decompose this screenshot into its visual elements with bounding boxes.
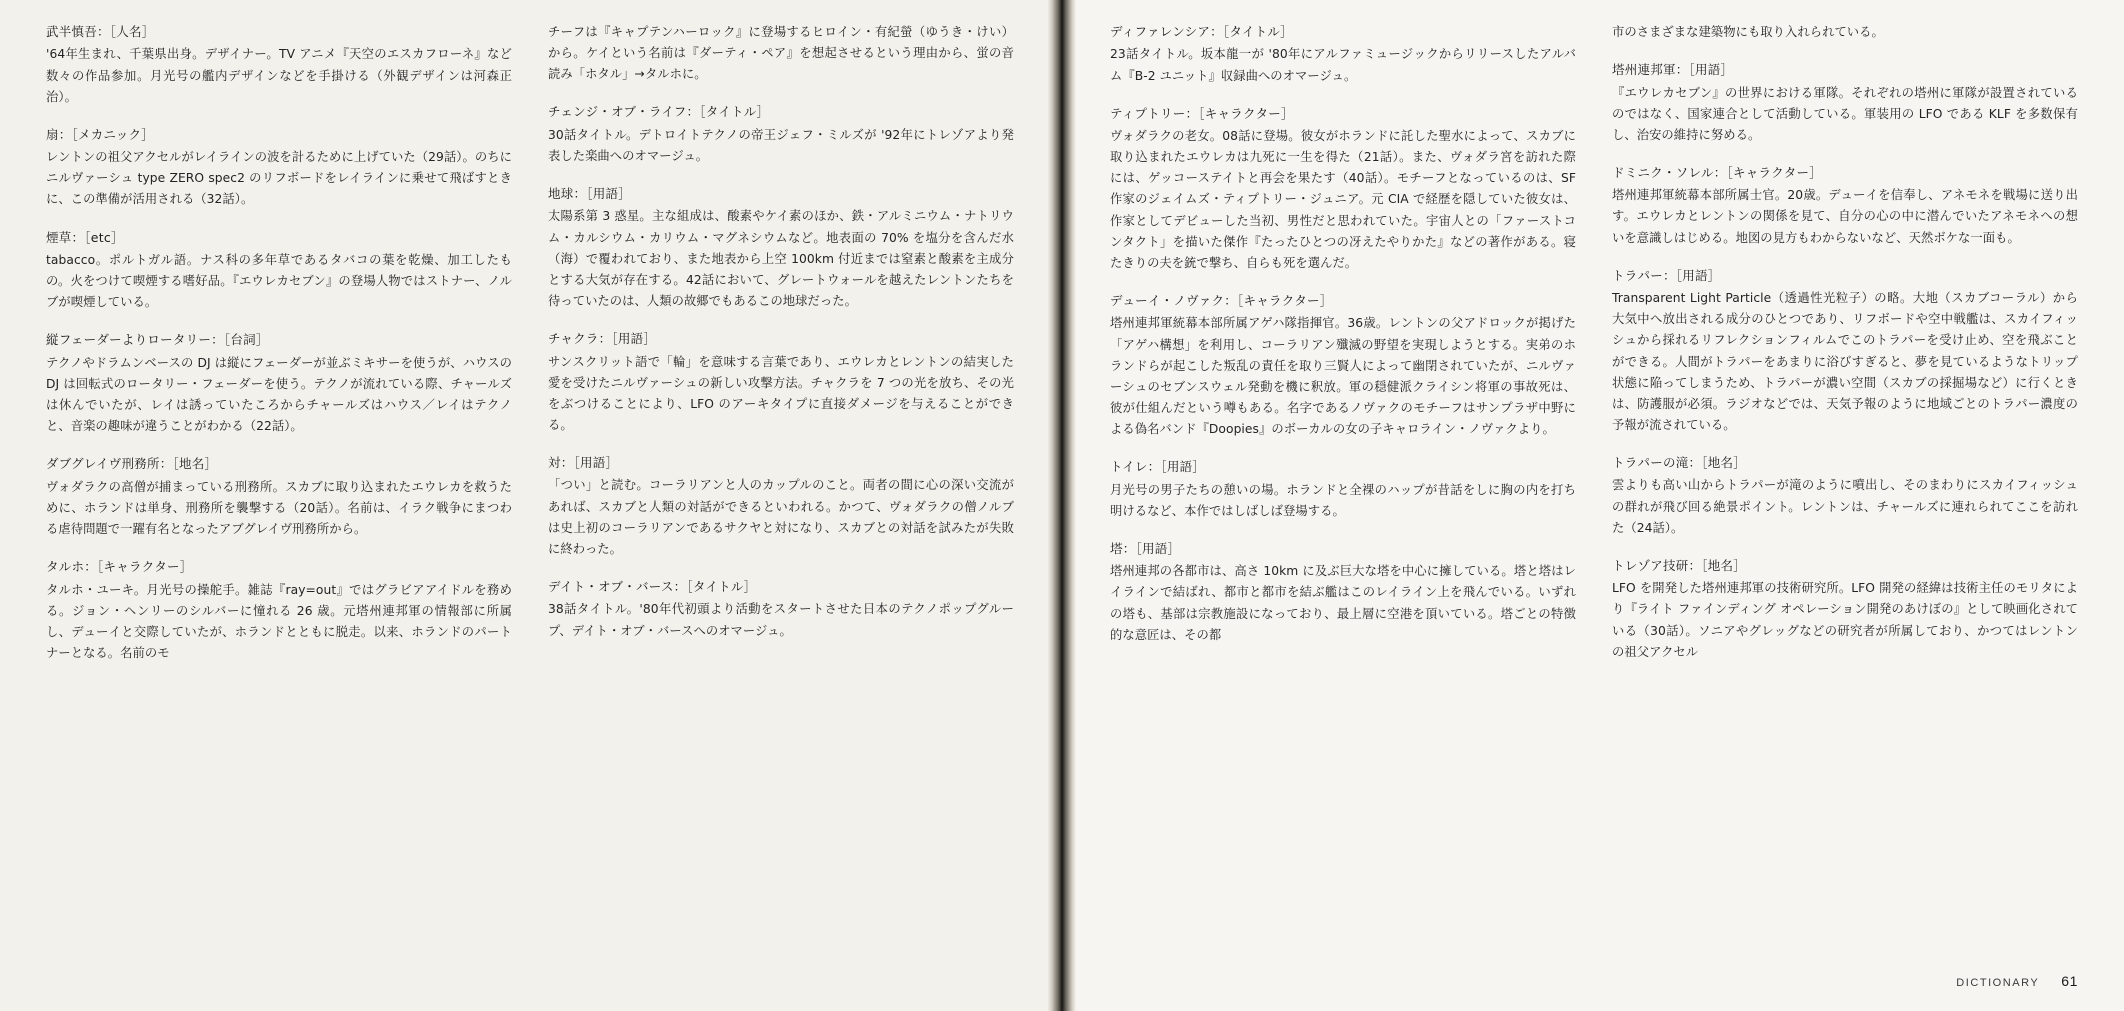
entry-definition: 塔州連邦の各都市は、高さ 10km に及ぶ巨大な塔を中心に擁している。塔と塔はレイラインで結ばれ、都市と都市を結ぶ艦はこのレイライン上を飛んでいる。いずれの塔も、基部は宗教施設になっており、最上層に空港を頂いている。塔ごとの特徴的な意匠は、その都	[1110, 564, 1576, 642]
dictionary-entry	[46, 454, 512, 540]
left-column-2	[548, 22, 1014, 952]
entry-definition: ヴォダラクの高僧が捕まっている刑務所。スカブに取り込まれたエウレカを救うために、ホランドは単身、刑務所を襲撃する（20話）。名前は、イラク戦争にまつわる虐待問題で一躍有名となったアブグレイヴ刑務所から。	[46, 479, 512, 536]
dictionary-entry	[46, 557, 512, 664]
dictionary-entry	[548, 329, 1014, 436]
entry-term: チャクラ：［用語］	[548, 331, 657, 347]
book-gutter	[1048, 0, 1076, 1011]
entry-term: 武半慎吾：［人名］	[46, 24, 155, 39]
entry-term: ディファレンシア：［タイトル］	[1110, 24, 1293, 39]
entry-term: タルホ：［キャラクター］	[46, 559, 193, 575]
entry-term: 地球：［用語］	[548, 186, 632, 202]
entry-definition: tabacco。ポルトガル語。ナス科の多年草であるタバコの葉を乾燥、加工したもの。火をつけて喫煙する嗜好品。『エウレカセブン』の登場人物ではストナー、ノルブが喫煙している。	[46, 252, 512, 310]
entry-term: デューイ・ノヴァク：［キャラクター］	[1110, 293, 1333, 309]
dictionary-entry	[1110, 539, 1576, 646]
dictionary-entry	[1612, 266, 2078, 436]
entry-definition: 塔州連邦軍統幕本部所属アゲハ隊指揮官。36歳。レントンの父アドロックが掲げた「アゲハ構想」を利用し、コーラリアン殲滅の野望を実現しようとする。実弟のホランドらが起こした叛乱の責任を取り三賢人によって幽閉されていたが、ニルヴァーシュのセブンスウェル発動を機に釈放。軍の穏健派クライシン将軍の事故死は、彼が仕組んだという噂もある。名字であるノヴァクのモチーフはサンプラザ中野による偽名バンド『Doopies』のボーカルの女の子キャロライン・ノヴァクより。	[1110, 316, 1576, 437]
left-page	[0, 0, 1048, 1011]
dictionary-entry	[46, 228, 512, 314]
right-column-1	[1110, 22, 1576, 952]
dictionary-entry	[1612, 60, 2078, 146]
entry-definition: ヴォダラクの老女。08話に登場。彼女がホランドに託した聖水によって、スカブに取り込まれたエウレカは九死に一生を得た（21話）。また、ヴォダラ宮を訪れた際には、ゲッコーステイトと再会を果たす（40話）。モチーフとなっているのは、SF 作家のジェイムズ・ティプトリー・ジュニア。元 CIA で経歴を隠していた彼女は、作家としてデビューした当初、男性だと思われていた。宇宙人との「ファーストコンタクト」を描いた傑作『たったひとつの冴えたやりかた』などの著作がある。寝たきりの夫を銃で撃ち、自らも死を選んだ。	[1110, 129, 1576, 270]
entry-definition: '64年生まれ、千葉県出身。デザイナー。TV アニメ『天空のエスカフローネ』など数々の作品参加。月光号の艦内デザインなどを手掛ける（外観デザインは河森正治）。	[46, 47, 512, 104]
entry-term: 塔：［用語］	[1110, 540, 1181, 556]
entry-definition: LFO を開発した塔州連邦軍の技術研究所。LFO 開発の経緯は技術主任のモリタにより『ライト ファインディング オペレーション開発のあけぼの』として映画化されている（30話）。ソニアやグレッグなどの研究者が所属しており、かつてはレントンの祖父アクセル	[1612, 581, 2078, 659]
entry-definition: サンスクリット語で「輪」を意味する言葉であり、エウレカとレントンの結実した愛を受けたニルヴァーシュの新しい攻撃方法。チャクラを 7 つの光を放ち、その光をぶつけることにより、LFO のアーキタイプに直接ダメージを与えることができる。	[548, 354, 1014, 432]
entry-term: ダブグレイヴ刑務所：［地名］	[46, 456, 218, 472]
entry-term: トレゾア技研：［地名］	[1612, 557, 1747, 573]
dictionary-entry	[1110, 291, 1576, 440]
entry-definition: 市のさまざまな建築物にも取り入れられている。	[1612, 25, 1884, 39]
entry-definition: 38話タイトル。'80年代初頭より活動をスタートさせた日本のテクノポップグループ、デイト・オブ・バースへのオマージュ。	[548, 602, 1014, 638]
left-column-1	[46, 22, 512, 952]
dictionary-entry	[548, 453, 1014, 560]
entry-term: 扇：［メカニック］	[46, 126, 155, 142]
entry-term: トラパー：［用語］	[1612, 267, 1721, 283]
entry-term: ドミニク・ソレル：［キャラクター］	[1612, 164, 1822, 180]
dictionary-entry	[1110, 22, 1576, 87]
dictionary-entry-continued	[548, 22, 1014, 85]
entry-definition: Transparent Light Particle（透過性光粒子）の略。大地（スカブコーラル）から大気中へ放出される成分のひとつであり、リフボードや空中戦艦は、スカイフィッシュから採れるリフレクションフィルムでこのトラパーを受け止め、空を飛ぶことができる。人間がトラパーをあまりに浴びすぎると、夢を見ているようなトリップ状態に陥ってしまうため、トラパーが濃い空間（スカブの採掘場など）に行くときは、防護服が必須。ラジオなどでは、天気予報のように地域ごとのトラパー濃度の予報が流されている。	[1612, 291, 2078, 432]
dictionary-entry-continued	[1612, 22, 2078, 43]
dictionary-entry	[1612, 453, 2078, 539]
page-number: 61	[2061, 973, 2078, 989]
entry-term: 塔州連邦軍：［用語］	[1612, 62, 1734, 78]
entry-term: トラパーの滝：［地名］	[1612, 455, 1747, 471]
dictionary-entry	[46, 330, 512, 437]
left-page-columns	[46, 22, 1014, 952]
entry-definition: テクノやドラムンベースの DJ は縦にフェーダーが並ぶミキサーを使うが、ハウスの DJ は回転式のロータリー・フェーダーを使う。テクノが流れている際、チャールズは休んでいたが、レイは誘っていたころからチャールズはハウス／レイはテクノと、音楽の趣味が違うことがわかる（22話）。	[46, 355, 512, 434]
entry-definition: 雲よりも高い山からトラパーが滝のように噴出し、そのまわりにスカイフィッシュの群れが飛び回る絶景ポイント。レントンは、チャールズに連れられてここを訪れた（24話）。	[1612, 478, 2078, 535]
entry-term: デイト・オブ・バース：［タイトル］	[548, 579, 757, 595]
entry-term: 対：［用語］	[548, 455, 619, 471]
entry-term: 煙草：［etc］	[46, 229, 124, 245]
entry-definition: 月光号の男子たちの憩いの場。ホランドと全裸のハップが昔話をしに胸の内を打ち明けるなど、本作ではしばしば登場する。	[1110, 482, 1576, 518]
page-footer	[1956, 973, 2078, 989]
entry-definition: 『エウレカセブン』の世界における軍隊。それぞれの塔州に軍隊が設置されているのではなく、国家連合として活動している。軍装用の LFO である KLF を多数保有し、治安の維持に努める。	[1612, 85, 2078, 142]
entry-definition: 「つい」と読む。コーラリアンと人のカップルのこと。両者の間に心の深い交流があれば、スカブと人類の対話ができるといわれる。かつて、ヴォダラクの僧ノルブは史上初のコーラリアンであるサクヤと対になり、スカブとの対話を試みたが失敗に終わった。	[548, 478, 1014, 556]
entry-term: 縦フェーダーよりロータリー：［台詞］	[46, 332, 269, 348]
right-page-columns	[1110, 22, 2078, 952]
dictionary-entry	[46, 125, 512, 211]
entry-definition: 塔州連邦軍統幕本部所属士官。20歳。デューイを信奉し、アネモネを戦場に送り出す。エウレカとレントンの関係を見て、自分の心の中に潜んでいたアネモネへの想いを意識しはじめる。地図の見方もわからないなど、天然ボケな一面も。	[1612, 188, 2078, 245]
dictionary-entry	[548, 102, 1014, 167]
entry-definition: 30話タイトル。デトロイトテクノの帝王ジェフ・ミルズが '92年にトレゾアより発表した楽曲へのオマージュ。	[548, 127, 1014, 163]
dictionary-entry	[46, 22, 512, 108]
entry-term: ティプトリー：［キャラクター］	[1110, 105, 1294, 121]
right-page	[1076, 0, 2124, 1011]
entry-term: トイレ：［用語］	[1110, 459, 1206, 475]
entry-definition: レントンの祖父アクセルがレイラインの波を計るために上げていた（29話）。のちにニルヴァーシュ type ZERO spec2 のリフボードをレイラインに乗せて飛ばすときに、この準備が活用される（32話）。	[46, 150, 512, 207]
dictionary-entry	[548, 184, 1014, 312]
footer-section-label: DICTIONARY	[1956, 977, 2040, 989]
dictionary-entry	[1612, 556, 2078, 663]
entry-term: チェンジ・オブ・ライフ：［タイトル］	[548, 104, 770, 120]
entry-definition: 23話タイトル。坂本龍一が '80年にアルファミュージックからリリースしたアルバム『B-2 ユニット』収録曲へのオマージュ。	[1110, 47, 1576, 83]
dictionary-entry	[1110, 457, 1576, 522]
dictionary-entry	[1612, 163, 2078, 249]
right-column-2	[1612, 22, 2078, 952]
entry-definition: チーフは『キャプテンハーロック』に登場するヒロイン・有紀螢（ゆうき・けい）から。ケイという名前は『ダーティ・ペア』を想起させるという理由から、蛍の音読み「ホタル」→タルホに。	[548, 25, 1014, 82]
entry-definition: 太陽系第 3 惑星。主な組成は、酸素やケイ素のほか、鉄・アルミニウム・ナトリウム・カルシウム・カリウム・マグネシウムなど。地表面の 70% を塩分を含んだ水（海）で覆われており、また地表から上空 100km 付近までは窒素と酸素を主成分とする大気が存在する。42話において、グレートウォールを越えたレントンたちを待っていたのは、人類の故郷でもあるこの地球だった。	[548, 209, 1014, 309]
dictionary-entry	[1110, 104, 1576, 274]
entry-definition: タルホ・ユーキ。月光号の操舵手。雑誌『ray=out』ではグラビアアイドルを務める。ジョン・ヘンリーのシルバーに憧れる 26 歳。元塔州連邦軍の情報部に所属し、デューイと交際していたが、ホランドとともに脱走。以来、ホランドのパートナーとなる。名前のモ	[46, 582, 512, 660]
dictionary-entry	[548, 577, 1014, 642]
